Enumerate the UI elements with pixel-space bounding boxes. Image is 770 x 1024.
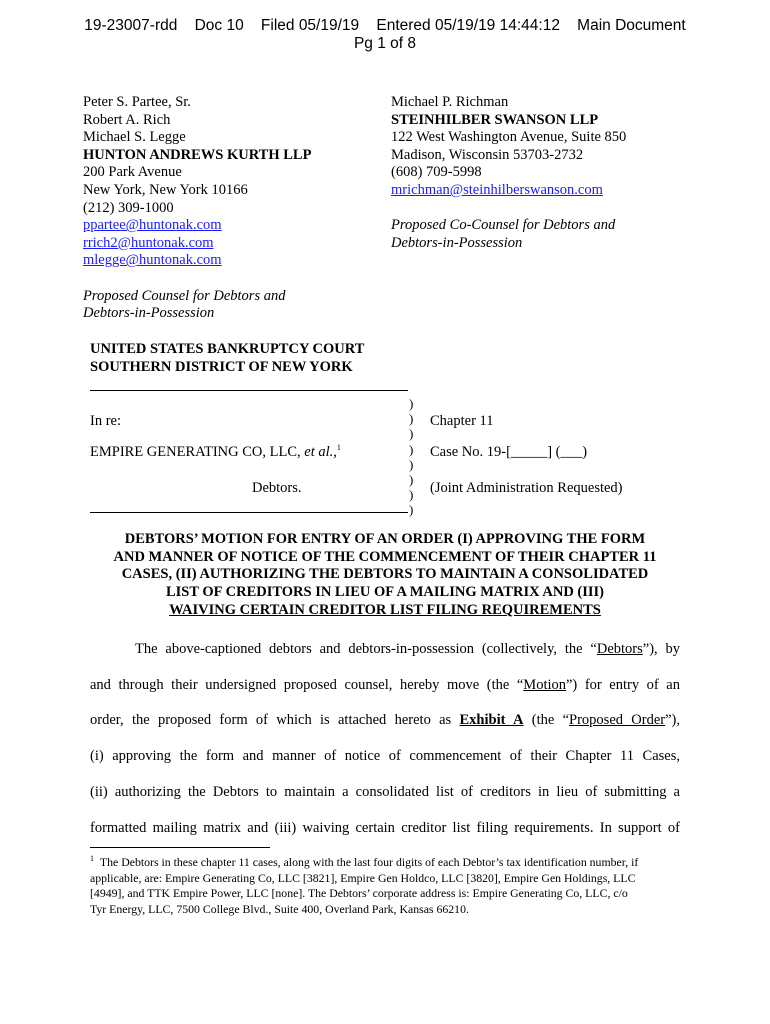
defined-term: Proposed Order [569,712,666,728]
defined-term: Motion [523,677,566,693]
footnote: $^1$ The Debtors in these chapter 11 cases, along with the last four digits of each Debtor’s tax identification number, if applicable, are: Empire Generating Co, LLC [3821], Empire Gen Holdco, LLC [3820], Empire Gen Holdings, LLC [4949], and TTK Empire Power, LLC [none]. The Debtors’ corporate address is: Empire Generating Co, LLC, c/o Tyr Energy, LLC, 7500 College Blvd., Suite 400, Overland Park, Kansas 66210. [90,854,639,917]
body-paragraph-line: The above-captioned debtors and debtors-in-possession (collectively, the “Debtors”), by [135,641,680,657]
email-link[interactable]: mrichman@steinhilberswanson.com [391,181,603,198]
motion-title: DEBTORS’ MOTION FOR ENTRY OF AN ORDER (I) APPROVING THE FORM AND MANNER OF NOTICE OF THE COMMENCEMENT OF THEIR CHAPTER 11 CASES, (II) AUTHORIZING THE DEBTORS TO MAINTAIN A CONSOLIDATED LIST OF CREDITORS IN LIEU OF A MAILING MATRIX AND (III) WAIVING CERTAIN CREDITOR LIST FILING REQUIREMENTS [113,531,657,618]
court-name: UNITED STATES BANKRUPTCY COURT SOUTHERN DISTRICT OF NEW YORK [90,341,365,375]
phone-number: (608) 709-5998 [391,164,482,181]
attorney-name: Peter S. Partee, Sr. [83,94,191,110]
joint-administration-note: (Joint Administration Requested) [430,480,623,496]
counsel-role: Proposed Counsel for Debtors and [83,287,286,304]
page-count: Pg 1 of 8 [353,35,417,52]
ecf-header-line: 19-23007-rdd Doc 10 Filed 05/19/19 Entered 05/19/19 14:44:12 Main Document [84,17,686,34]
body-paragraph-line: (i) approving the form and manner of notice of commencement of their Chapter 11 Cases, [90,748,680,764]
address-line: Madison, Wisconsin 53703-2732 [391,146,584,163]
body-paragraph-line: formatted mailing matrix and (iii) waiving certain creditor list filing requirements. In support of [90,820,680,836]
debtor-name: EMPIRE GENERATING CO, LLC, et al.,$^1$ [90,443,341,460]
attorney-name: Robert A. Rich [83,111,171,128]
counsel-role: Debtors-in-Possession [391,234,523,251]
caption-bottom-rule [90,512,408,513]
address-line: 122 West Washington Avenue, Suite 850 [391,129,627,146]
caption-top-rule [90,390,408,391]
defined-term: Debtors [596,641,643,657]
law-firm-name: HUNTON ANDREWS KURTH LLP [83,146,312,163]
case-number: Case No. 19-[_____] (___) [430,444,588,460]
attorney-name: Michael P. Richman [391,94,509,110]
attorney-name: Michael S. Legge [83,129,186,146]
counsel-role: Proposed Co-Counsel for Debtors and [391,217,616,234]
phone-number: (212) 309-1000 [83,199,174,216]
address-line: 200 Park Avenue [83,164,182,181]
exhibit-reference: Exhibit A [459,712,524,728]
body-paragraph-line: (ii) authorizing the Debtors to maintain a consolidated list of creditors in lieu of submitting a [90,784,680,800]
counsel-role: Debtors-in-Possession [83,305,215,322]
caption-parentheses: ) ) ) ) ) ) ) ) [409,396,414,518]
body-paragraph-line: and through their undersigned proposed counsel, hereby move (the “Motion”) for entry of an [90,677,680,693]
law-firm-name: STEINHILBER SWANSON LLP [391,111,599,128]
email-link[interactable]: ppartee@huntonak.com [83,217,222,234]
in-re-label: In re: [90,413,121,429]
email-link[interactable]: mlegge@huntonak.com [83,252,222,269]
debtors-label: Debtors. [252,480,302,496]
counsel-block-right [391,94,626,252]
footnote-marker: 1 [90,854,94,864]
chapter-label: Chapter 11 [430,413,494,429]
footnote-reference: 1 [336,443,341,453]
body-paragraph-line: order, the proposed form of which is attached hereto as Exhibit A (the “Proposed Order”), [90,712,681,728]
footnote-separator [90,847,270,848]
counsel-block-left [83,94,311,323]
address-line: New York, New York 10166 [83,181,248,198]
email-link[interactable]: rrich2@huntonak.com [83,234,214,251]
